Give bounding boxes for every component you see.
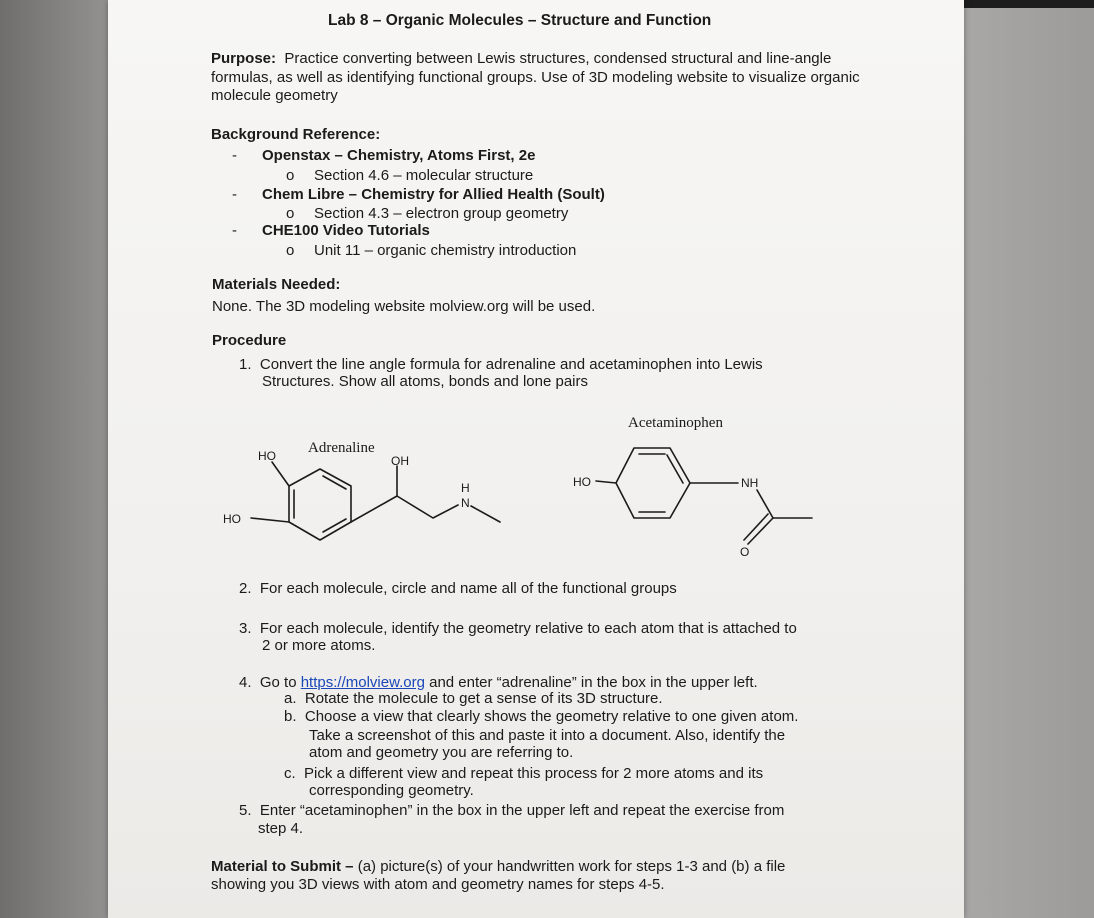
procedure-heading: Procedure [212, 332, 287, 349]
step-text: Enter “acetaminophen” in the box in the upper left and repeat the exercise from [259, 802, 785, 819]
adrenaline-title: Adrenaline [308, 440, 375, 456]
adrenaline-h-label: H [461, 481, 470, 495]
step-number: 4. [239, 674, 252, 691]
step-text-suffix: and enter “adrenaline” in the box in the upper left. [424, 674, 758, 691]
molecule-figures [108, 0, 964, 600]
bullet-marker: o [286, 167, 295, 184]
adrenaline-ho-left-label: HO [223, 512, 241, 526]
submit-text: (a) picture(s) of your handwritten work for steps 1-3 and (b) a file [353, 858, 786, 875]
document-title: Lab 8 – Organic Molecules – Structure and Function [328, 12, 712, 29]
adrenaline-double-bond [323, 476, 346, 489]
adrenaline-n-label: N [461, 496, 470, 510]
materials-text: None. The 3D modeling website molview.org will be used. [212, 298, 596, 315]
step-text-prefix: Go to [259, 674, 301, 691]
dash-marker: - [232, 147, 237, 164]
adrenaline-oh-label: OH [391, 454, 409, 468]
step-number: 3. [239, 620, 252, 637]
step-number: 1. [239, 356, 252, 373]
step-3-continued: 2 or more atoms. [262, 637, 376, 654]
substep-text: Pick a different view and repeat this process for 2 more atoms and its [304, 765, 764, 782]
substep-a [284, 690, 663, 707]
substep-text: Rotate the molecule to get a sense of its 3D structure. [304, 690, 663, 707]
adrenaline-double-bond [323, 519, 346, 532]
step-text: Convert the line angle formula for adrenaline and acetaminophen into Lewis [259, 356, 763, 373]
molview-link[interactable]: https://molview.org [300, 674, 425, 691]
dash-marker: - [232, 222, 237, 239]
substep-label: b. [284, 708, 297, 725]
step-5-continued: step 4. [258, 820, 304, 837]
document-page [108, 0, 964, 918]
acetaminophen-nh-label: NH [741, 476, 759, 490]
adrenaline-methyl-bond [471, 506, 500, 522]
purpose-text: Practice converting between Lewis structures, condensed structural and line-angle formulas, as well as identifying functional groups. Use of 3D modeling website to visualize organic molecule geometry [211, 50, 860, 104]
step-2 [239, 580, 677, 597]
substep-b-continued: atom and geometry you are referring to. [309, 744, 574, 761]
step-5 [239, 802, 784, 819]
step-number: 2. [239, 580, 252, 597]
submit-line-1 [211, 858, 785, 875]
step-3 [239, 620, 797, 637]
reference-subtext: Unit 11 – organic chemistry introduction [314, 242, 577, 259]
substep-b [284, 708, 798, 725]
acetaminophen-ho-label: HO [573, 475, 591, 489]
reference-title: Openstax – Chemistry, Atoms First, 2e [262, 147, 536, 164]
substep-c-continued: corresponding geometry. [309, 782, 474, 799]
bullet-marker: o [286, 205, 295, 222]
acetaminophen-double-bond [667, 455, 683, 483]
reference-subtext: Section 4.3 – electron group geometry [314, 205, 569, 222]
substep-b-continued: Take a screenshot of this and paste it into a document. Also, identify the [309, 727, 786, 744]
adrenaline-ho-bond [272, 462, 289, 486]
acetaminophen-title: Acetaminophen [628, 415, 723, 431]
adrenaline-side-chain [351, 496, 458, 522]
substep-text: Choose a view that clearly shows the geometry relative to one given atom. [304, 708, 799, 725]
materials-heading: Materials Needed: [212, 276, 341, 293]
adrenaline-ho-top-label: HO [258, 449, 276, 463]
dash-marker: - [232, 186, 237, 203]
acetaminophen-o-label: O [740, 545, 750, 559]
step-text: For each molecule, circle and name all of the functional groups [259, 580, 677, 597]
step-number: 5. [239, 802, 252, 819]
adrenaline-benzene-ring [289, 469, 351, 540]
purpose-label: Purpose: [211, 50, 277, 67]
background-heading: Background Reference: [211, 126, 381, 143]
substep-c [284, 765, 763, 782]
submit-line-2: showing you 3D views with atom and geometry names for steps 4-5. [211, 876, 665, 893]
step-4 [239, 674, 758, 691]
substep-label: a. [284, 690, 297, 707]
acetaminophen-ho-bond [596, 481, 616, 483]
step-text: For each molecule, identify the geometry relative to each atom that is attached to [259, 620, 797, 637]
step-1-continued: Structures. Show all atoms, bonds and lone pairs [262, 373, 589, 390]
reference-title: Chem Libre – Chemistry for Allied Health (Soult) [262, 186, 605, 203]
adrenaline-ho-bond [251, 518, 289, 522]
submit-label: Material to Submit – [211, 858, 354, 875]
acetaminophen-amide-bond [757, 490, 773, 518]
substep-label: c. [284, 765, 296, 782]
reference-title: CHE100 Video Tutorials [262, 222, 430, 239]
acetaminophen-benzene-ring [616, 448, 690, 518]
bullet-marker: o [286, 242, 295, 259]
reference-subtext: Section 4.6 – molecular structure [314, 167, 534, 184]
